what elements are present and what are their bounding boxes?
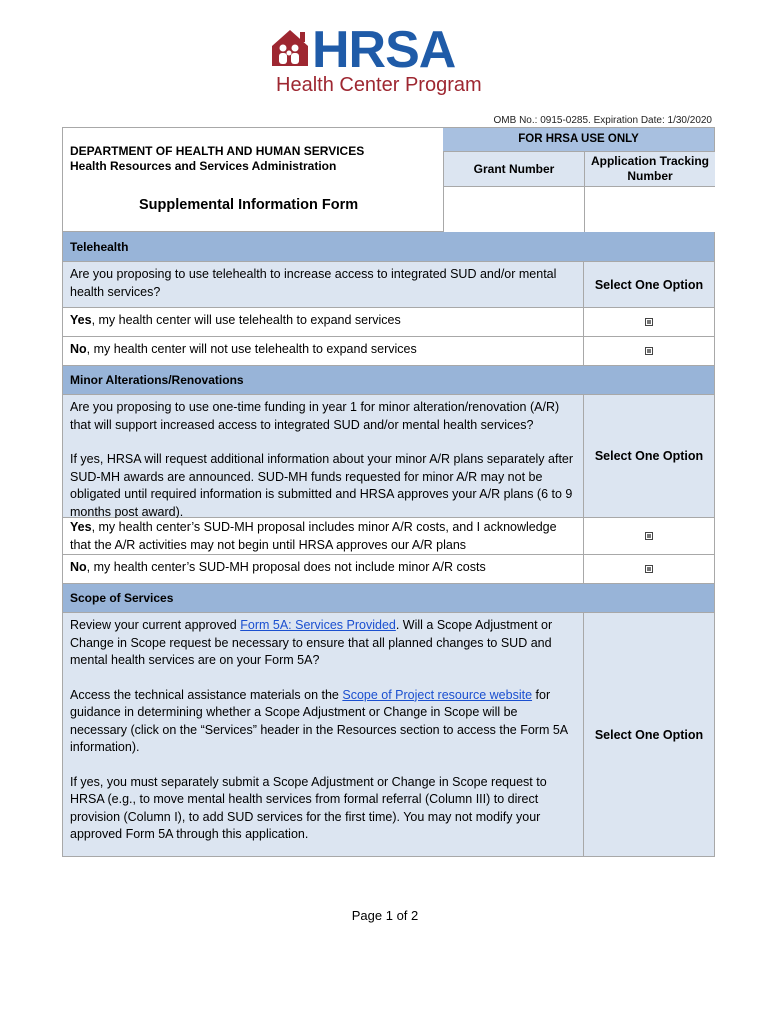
telehealth-select-label: Select One Option xyxy=(584,262,714,307)
telehealth-question-row xyxy=(63,261,714,307)
minor-ar-yes-checkbox[interactable] xyxy=(645,532,653,540)
telehealth-yes-row xyxy=(63,307,714,336)
minor-ar-question: Are you proposing to use one-time funding in year 1 for minor alteration/renovation (A/R) that will support increased access to integrated SUD and/or mental health services? If yes, HRSA will request additional information about your minor A/R plans separately after SUD-MH awards are announced. SUD-MH funds requested for minor A/R may not be obligated until required information is submitted and HRSA approves your A/R plans (6 to 9 months post award). xyxy=(63,395,584,517)
minor-ar-select-label: Select One Option xyxy=(584,395,714,517)
telehealth-no-label: No, my health center will not use telehealth to expand services xyxy=(63,337,584,365)
minor-ar-no-label: No, my health center’s SUD-MH proposal does not include minor A/R costs xyxy=(63,555,584,583)
minor-ar-yes-row xyxy=(63,517,714,554)
logo-wordmark: HRSA xyxy=(312,21,456,79)
scope-select-label: Select One Option xyxy=(584,613,714,856)
scope-question: Review your current approved Form 5A: Services Provided. Will a Scope Adjustment or Change in Scope request be necessary to ensure that all planned changes to SUD and mental health services are on your Form 5A? Access the technical assistance materials on the Scope of Project resource website for guidance in determining whether a Scope Adjustment or Change in Scope will be necessary (click on the “Services” header in the Resources section to access the Form 5A information). If yes, you must separately submit a Scope Adjustment or Change in Scope request to HRSA (e.g., to move mental health services from formal referral (Column III) to direct provision (Column I), to add SUD services for the first time). You may not modify your approved Form 5A through this application. xyxy=(63,613,584,856)
family-house-icon xyxy=(270,28,314,68)
logo-subtitle: Health Center Program xyxy=(276,74,482,96)
telehealth-question: Are you proposing to use telehealth to increase access to integrated SUD and/or mental health services? xyxy=(63,262,584,307)
section-scope: Scope of Services xyxy=(63,583,714,612)
form-header xyxy=(63,128,714,231)
form-title: Supplemental Information Form xyxy=(139,197,359,213)
telehealth-no-checkbox[interactable] xyxy=(645,347,653,355)
tracking-number-label: Application Tracking Number xyxy=(584,151,715,186)
minor-ar-no-checkbox[interactable] xyxy=(645,565,653,573)
section-minor-ar: Minor Alterations/Renovations xyxy=(63,365,714,394)
scope-question-row xyxy=(63,612,714,856)
omb-number: OMB No.: 0915-0285. Expiration Date: 1/30/2020 xyxy=(493,115,712,126)
supplemental-form xyxy=(62,127,715,857)
telehealth-yes-checkbox[interactable] xyxy=(645,318,653,326)
department-name: DEPARTMENT OF HEALTH AND HUMAN SERVICES xyxy=(70,144,365,158)
minor-ar-question-row xyxy=(63,394,714,517)
header-left xyxy=(63,128,443,231)
minor-ar-no-row xyxy=(63,554,714,583)
section-telehealth: Telehealth xyxy=(63,231,714,261)
minor-ar-yes-label: Yes, my health center’s SUD-MH proposal includes minor A/R costs, and I acknowledge that the A/R activities may not begin until HRSA approves our A/R plans xyxy=(63,518,584,554)
form-5a-link[interactable]: Form 5A: Services Provided xyxy=(240,618,396,632)
hrsa-logo xyxy=(270,21,500,98)
grant-number-field[interactable] xyxy=(443,186,584,232)
scope-of-project-link[interactable]: Scope of Project resource website xyxy=(342,687,533,702)
grant-number-label: Grant Number xyxy=(443,151,584,186)
hrsa-use-only-label: FOR HRSA USE ONLY xyxy=(443,128,714,151)
tracking-number-field[interactable] xyxy=(584,186,715,232)
telehealth-yes-label: Yes, my health center will use telehealth to expand services xyxy=(63,308,584,336)
agency-name: Health Resources and Services Administration xyxy=(70,159,337,173)
page-number: Page 1 of 2 xyxy=(351,908,419,923)
telehealth-no-row xyxy=(63,336,714,365)
